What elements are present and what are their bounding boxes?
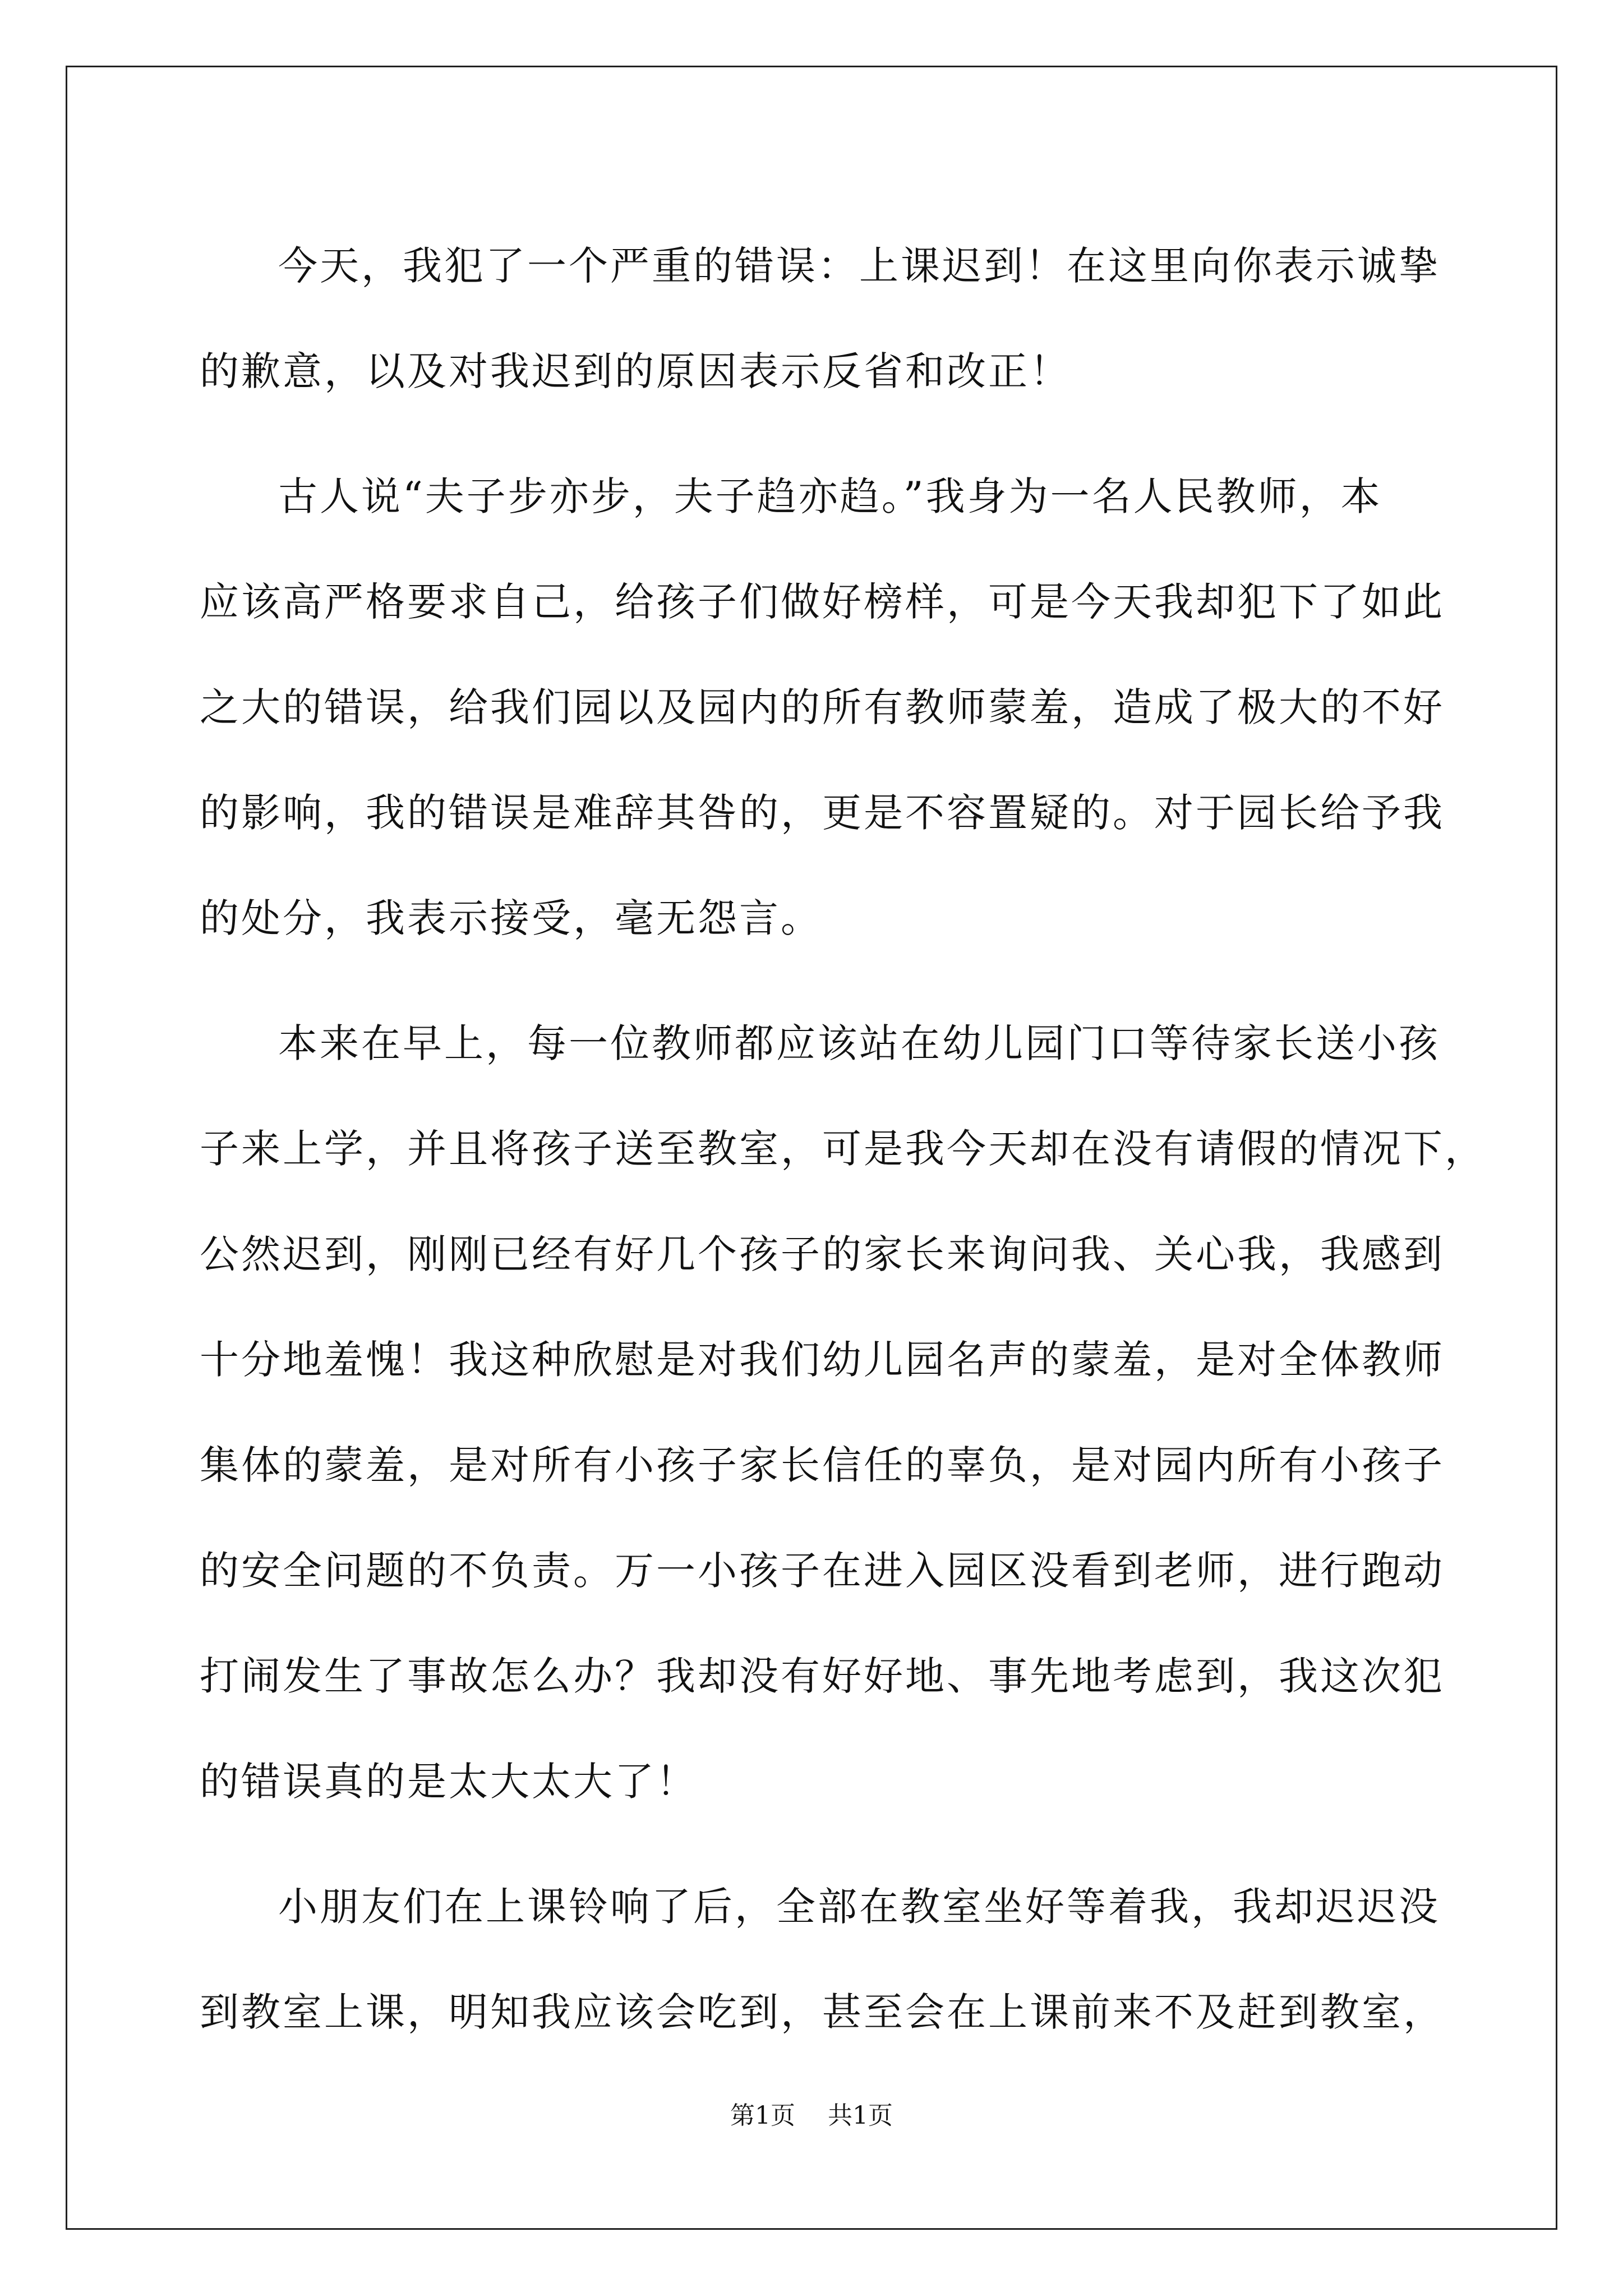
text-line: 今天，我犯了一个严重的错误：上课迟到！在这里向你表示诚挚 (278, 243, 1440, 289)
text-line: 的歉意，以及对我迟到的原因表示反省和改正！ (200, 348, 1071, 394)
paragraph (200, 991, 1486, 1834)
text-line: 到教室上课，明知我应该会吃到，甚至会在上课前来不及赶到教室， (200, 1989, 1445, 2035)
text-line: 本来在早上，每一位教师都应该站在幼儿园门口等待家长送小孩 (278, 1020, 1440, 1066)
page-total: 共1页 (828, 2101, 893, 2130)
text-line: 子来上学，并且将孩子送至教室，可是我今天却在没有请假的情况下， (200, 1126, 1486, 1172)
paragraph (200, 444, 1445, 971)
paragraph (200, 213, 1440, 424)
text-line: 的影响，我的错误是难辞其咎的，更是不容置疑的。对于园长给予我 (200, 790, 1445, 836)
text-line: 公然迟到，刚刚已经有好几个孩子的家长来询问我、关心我，我感到 (200, 1231, 1445, 1277)
paragraph (200, 1854, 1445, 2065)
document-body (200, 213, 1486, 2085)
text-line: 应该高严格要求自己，给孩子们做好榜样，可是今天我却犯下了如此 (200, 579, 1445, 625)
text-line: 古人说“夫子步亦步，夫子趋亦趋。”我身为一名人民教师，本 (278, 473, 1382, 519)
text-line: 集体的蒙羞，是对所有小孩子家长信任的辜负，是对园内所有小孩子 (200, 1442, 1445, 1488)
text-line: 的安全问题的不负责。万一小孩子在进入园区没看到老师，进行跑动 (200, 1548, 1445, 1594)
text-line: 的错误真的是太大太大了！ (200, 1759, 698, 1805)
page-number: 第1页 (730, 2101, 795, 2130)
text-line: 的处分，我表示接受，毫无怨言。 (200, 895, 822, 941)
text-line: 小朋友们在上课铃响了后，全部在教室坐好等着我，我却迟迟没 (278, 1884, 1440, 1930)
text-line: 之大的错误，给我们园以及园内的所有教师蒙羞，造成了极大的不好 (200, 684, 1445, 730)
page-footer (0, 2095, 1623, 2131)
text-line: 打闹发生了事故怎么办？我却没有好好地、事先地考虑到，我这次犯 (200, 1653, 1445, 1699)
text-line: 十分地羞愧！我这种欣慰是对我们幼儿园名声的蒙羞，是对全体教师 (200, 1337, 1445, 1383)
